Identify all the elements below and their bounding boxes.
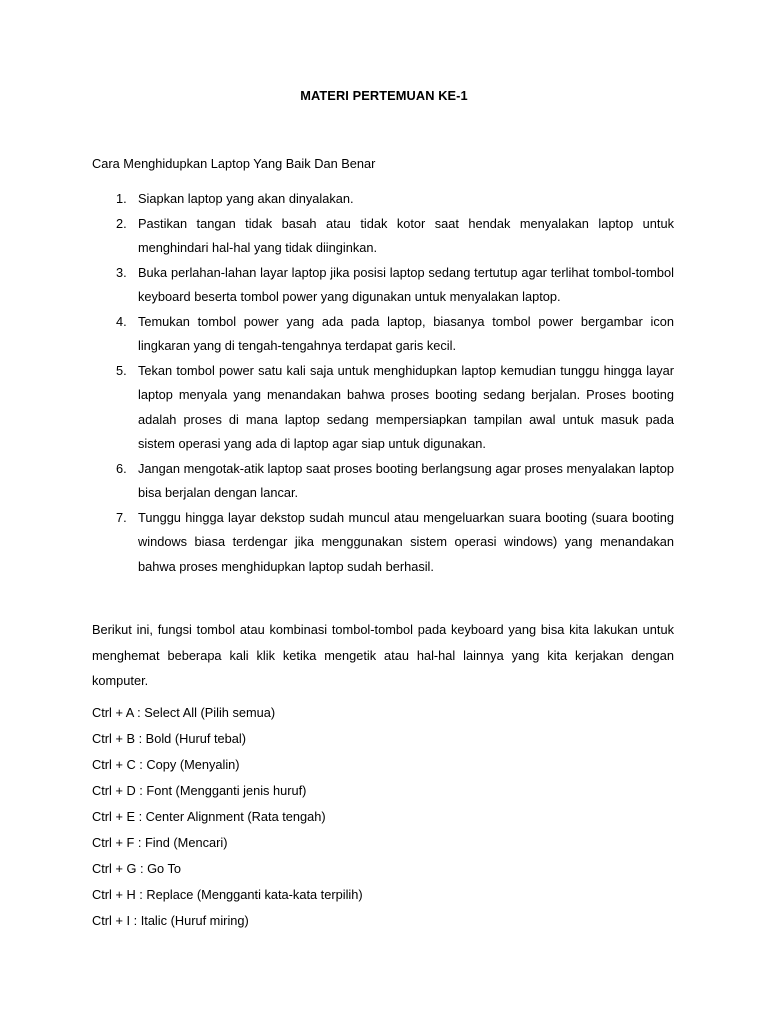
list-item <box>92 187 674 212</box>
step-text: Temukan tombol power yang ada pada laptop, biasanya tombol power bergambar icon lingkaran yang di tengah-tengahnya terdapat garis kecil. <box>138 313 674 353</box>
section-subtitle: Cara Menghidupkan Laptop Yang Baik Dan Benar <box>92 156 376 171</box>
shortcut-item: Ctrl + F : Find (Mencari) <box>92 835 228 850</box>
shortcut-item: Ctrl + E : Center Alignment (Rata tengah) <box>92 809 326 824</box>
shortcut-item: Ctrl + D : Font (Mengganti jenis huruf) <box>92 783 307 798</box>
step-number: 6. <box>116 460 127 476</box>
list-item <box>92 261 674 310</box>
list-item <box>92 506 674 580</box>
page-title: MATERI PERTEMUAN KE-1 <box>300 88 468 103</box>
step-number: 2. <box>116 215 127 231</box>
shortcut-list <box>92 700 363 934</box>
list-item <box>92 212 674 261</box>
step-text: Tekan tombol power satu kali saja untuk menghidupkan laptop kemudian tunggu hingga layar laptop menyala yang menandakan bahwa proses booting sedang berjalan. Proses booting adalah proses di mana laptop sedang mempersiapkan tampilan awal untuk masuk pada sistem operasi yang ada di laptop agar siap untuk digunakan. <box>138 362 674 451</box>
shortcut-item: Ctrl + I : Italic (Huruf miring) <box>92 913 249 928</box>
steps-list <box>92 187 674 579</box>
step-number: 7. <box>116 509 127 525</box>
step-text: Jangan mengotak-atik laptop saat proses booting berlangsung agar proses menyalakan laptop bisa berjalan dengan lancar. <box>138 460 674 500</box>
step-text: Siapkan laptop yang akan dinyalakan. <box>138 191 354 206</box>
step-text: Pastikan tangan tidak basah atau tidak kotor saat hendak menyalakan laptop untuk menghindari hal-hal yang tidak diinginkan. <box>138 215 674 255</box>
step-number: 1. <box>116 191 127 206</box>
step-text: Tunggu hingga layar dekstop sudah muncul atau mengeluarkan suara booting (suara booting windows biasa terdengar jika menggunakan sistem operasi windows) yang menandakan bahwa proses menghidupkan laptop sudah berhasil. <box>138 509 674 574</box>
shortcut-item: Ctrl + C : Copy (Menyalin) <box>92 757 240 772</box>
step-number: 5. <box>116 362 127 378</box>
step-number: 3. <box>116 264 127 280</box>
step-text: Buka perlahan-lahan layar laptop jika posisi laptop sedang tertutup agar terlihat tombol-tombol keyboard beserta tombol power yang digunakan untuk menyalakan laptop. <box>138 264 674 304</box>
list-item <box>92 359 674 457</box>
shortcut-item: Ctrl + G : Go To <box>92 861 182 876</box>
intro-paragraph: Berikut ini, fungsi tombol atau kombinasi tombol-tombol pada keyboard yang bisa kita lakukan untuk menghemat beberapa kali klik ketika mengetik atau hal-hal lainnya yang kita kerjakan dengan komputer. <box>92 622 674 688</box>
shortcut-item: Ctrl + B : Bold (Huruf tebal) <box>92 731 246 746</box>
step-number: 4. <box>116 313 127 329</box>
shortcut-item: Ctrl + A : Select All (Pilih semua) <box>92 705 276 720</box>
list-item <box>92 310 674 359</box>
shortcut-item: Ctrl + H : Replace (Mengganti kata-kata terpilih) <box>92 887 363 902</box>
list-item <box>92 457 674 506</box>
